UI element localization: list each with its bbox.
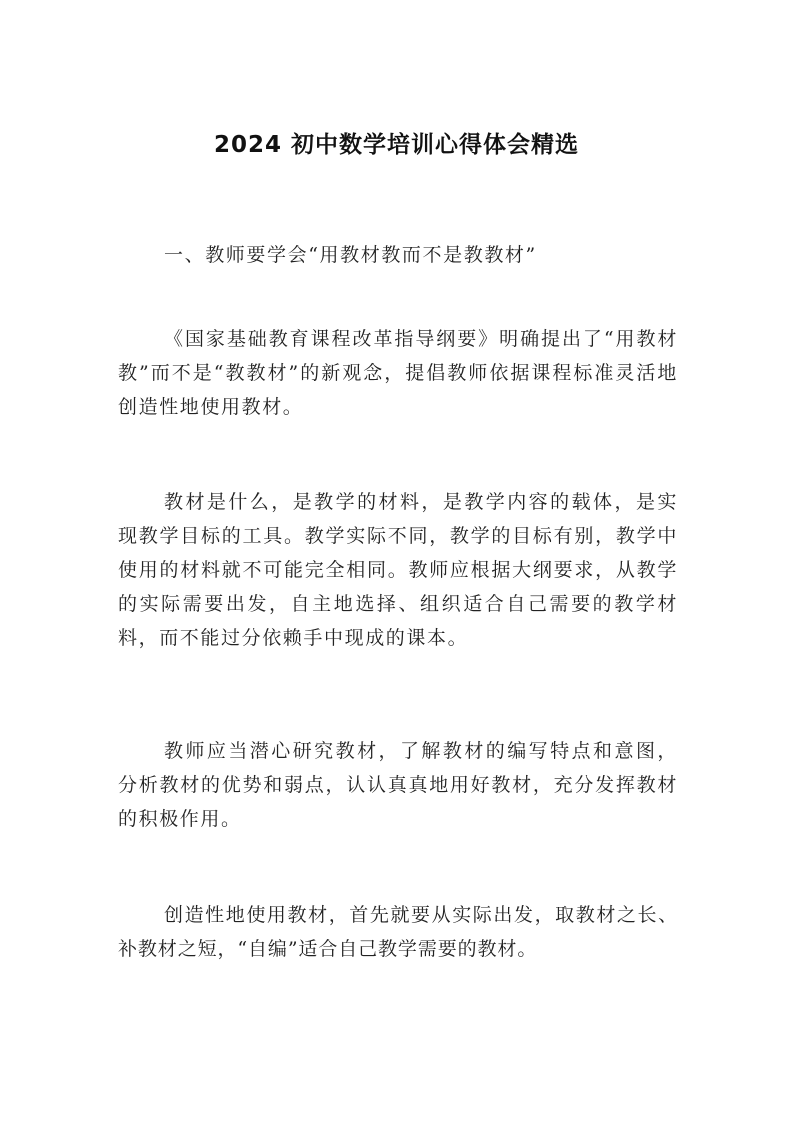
document-title: 2024 初中数学培训心得体会精选: [213, 132, 580, 158]
paragraph: 教材是什么，是教学的材料，是教学内容的载体，是实现教学目标的工具。教学实际不同，教学的目标有别，教学中使用的材料就不可能完全相同。教师应根据大纲要求，从教学的实际需要出发，自主地选择、组织适合自己需要的教学材料，而不能过分依赖手中现成的课本。: [118, 491, 678, 649]
paragraph: 教师应当潜心研究教材，了解教材的编写特点和意图，分析教材的优势和弱点，认认真真地用好教材，充分发挥教材的积极作用。: [118, 740, 678, 830]
paragraph: 创造性地使用教材，首先就要从实际出发，取教材之长、补教材之短，“自编”适合自己教学需要的教材。: [118, 904, 678, 960]
paragraph: 《国家基础教育课程改革指导纲要》明确提出了“用教材教”而不是“教教材”的新观念，提倡教师依据课程标准灵活地创造性地使用教材。: [118, 328, 678, 418]
section-heading: 一、教师要学会“用教材教而不是教教材”: [164, 244, 537, 266]
